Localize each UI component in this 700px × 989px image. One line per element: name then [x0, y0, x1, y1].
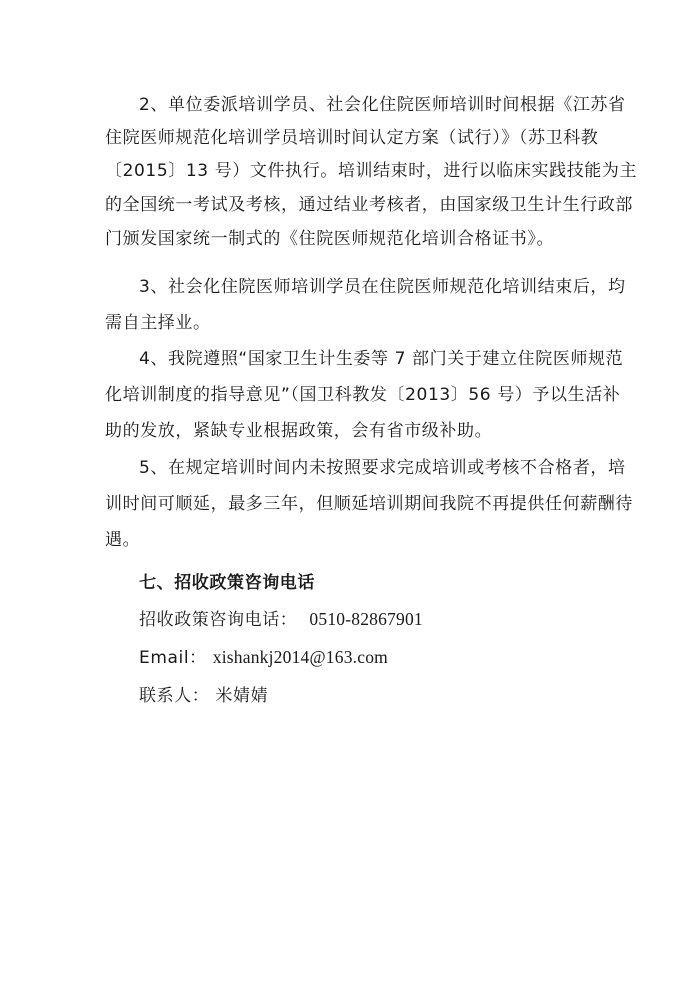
email-value: xishankj2014@163.com	[212, 647, 388, 667]
phone-row	[139, 605, 423, 630]
phone-value: 0510-82867901	[309, 609, 423, 629]
contact-row	[139, 681, 268, 706]
email-row	[139, 643, 388, 668]
paragraph-line: 〔2015〕13 号）文件执行。培训结束时，进行以临床实践技能为主	[105, 161, 638, 181]
paragraph-line: 的全国统一考试及考核，通过结业考核者，由国家级卫生计生行政部	[105, 195, 633, 215]
contact-value: 米婧婧	[215, 686, 269, 706]
paragraph-line: 助的发放，紧缺专业根据政策，会有省市级补助。	[105, 421, 493, 441]
paragraph-line: 3、社会化住院医师培训学员在住院医师规范化培训结束后，均	[139, 277, 626, 297]
paragraph-line: 遇。	[105, 530, 141, 550]
contact-label: 联系人：	[139, 686, 210, 706]
paragraph-line: 住院医师规范化培训学员培训时间认定方案（试行）》（苏卫科教	[105, 128, 599, 148]
paragraph-line: 2、单位委派培训学员、社会化住院医师培训时间根据《江苏省	[139, 95, 626, 115]
phone-label: 招收政策咨询电话：	[139, 610, 298, 630]
section-heading: 七、招收政策咨询电话	[139, 573, 315, 593]
paragraph-line: 需自主择业。	[105, 313, 211, 333]
paragraph-line: 门颁发国家统一制式的《住院医师规范化培训合格证书》。	[105, 229, 555, 249]
paragraph-line: 训时间可顺延，最多三年，但顺延培训期间我院不再提供任何薪酬待	[105, 494, 633, 514]
paragraph-line: 4、我院遵照“国家卫生计生委等 7 部门关于建立住院医师规范	[139, 349, 624, 369]
email-label: Email：	[139, 648, 207, 668]
paragraph-line: 5、在规定培训时间内未按照要求完成培训或考核不合格者，培	[139, 458, 626, 478]
paragraph-line: 化培训制度的指导意见”（国卫科教发〔2013〕56 号）予以生活补	[105, 385, 621, 405]
